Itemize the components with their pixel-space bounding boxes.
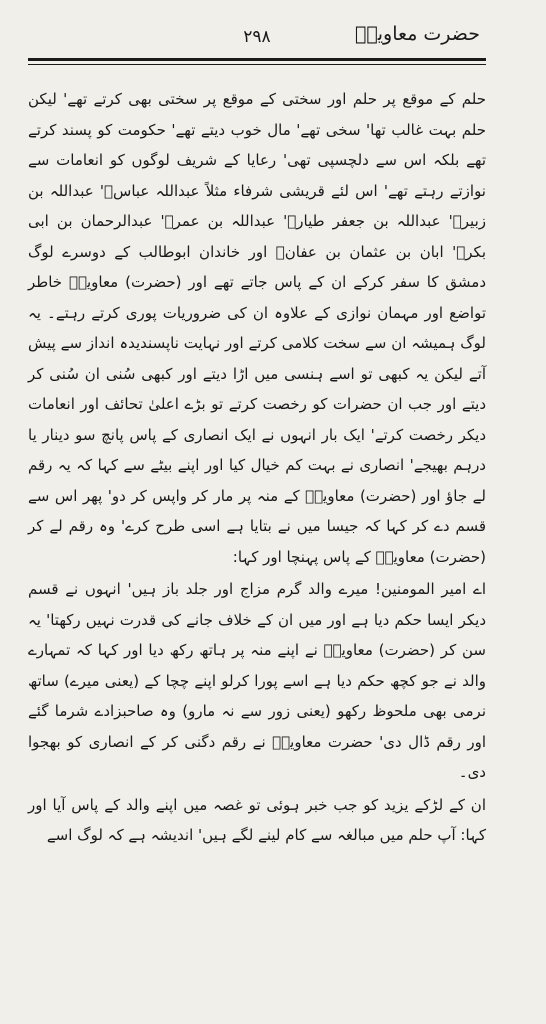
header-rule-thin (28, 64, 486, 65)
page-header (28, 0, 486, 62)
running-title: حضرت معاویہؓ (354, 23, 480, 45)
body-text (28, 84, 486, 851)
paragraph: اے امیر المومنین! میرے والد گرم مزاج اور جلد باز ہیں' انہوں نے قسم دیکر ایسا حکم دیا ہے اور میں ان کے خلاف جانے کی قدرت نہیں رکھتا' یہ سن کر (حضرت) معاویہؓ نے اپنے منہ پر ہاتھ رکھ دیا اور کہا کہ تمہارے والد نے جو کچھ حکم دیا ہے اسے پورا کرلو اپنے چچا کے (یعنی میرے) ساتھ نرمی بھی ملحوظ رکھو (یعنی زور سے نہ مارو) وہ صاحبزادے شرما گئے اور رقم ڈال دی' حضرت معاویہؓ نے رقم دگنی کر کے انصاری کو بھجوا دی۔ (28, 580, 486, 781)
page-number: ۲۹۸ (243, 27, 271, 47)
header-rule-thick (28, 58, 486, 61)
paragraph: حلم کے موقع پر حلم اور سختی کے موقع پر سختی بھی کرتے تھے' لیکن حلم بہت غالب تھا' سخی تھے' مال خوب دیتے تھے' حکومت کو پسند کرتے تھے بلکہ اس سے دلچسپی تھی' رعایا کے شریف لوگوں کو انعامات سے نوازتے رہتے تھے' اس لئے قریشی شرفاء مثلاً عبداللہ عباسؓ' عبداللہ بن زبیرؓ' عبداللہ بن جعفر طیارؓ' عبداللہ بن عمرؓ' عبدالرحمان بن ابی بکرؓ' ابان بن عثمان بن عفانؓ اور خاندان ابوطالب کے دوسرے لوگ دمشق کا سفر کرکے ان کے پاس جاتے تھے اور (حضرت) معاویہؓ خاطر تواضع اور مہمان نوازی کے علاوہ ان کی ضروریات پوری کرتے رہتے۔ یہ لوگ ہمیشہ ان سے سخت کلامی کرتے اور نہایت ناپسندیدہ انداز سے پیش آتے لیکن یہ کبھی تو اسے ہنسی میں اڑا دیتے اور کبھی سُنی ان سُنی کر دیتے اور جب ان حضرات کو رخصت کرتے تو بڑے اعلیٰ تحائف اور انعامات دیکر رخصت کرتے' ایک بار انہوں نے ایک انصاری کے پاس پانچ سو دینار یا درہم بھیجے' انصاری نے بہت کم خیال کیا اور اپنے بیٹے سے کہا کہ یہ رقم لے جاؤ اور (حضرت) معاویہؓ کے منہ پر مار کر واپس کر دو' پھر اس سے قسم دے کر کہا کہ جیسا میں نے بتایا ہے اسی طرح کرے' وہ رقم لے کر (حضرت) معاویہؓ کے پاس پہنچا اور کہا: (28, 90, 486, 566)
paragraph: ان کے لڑکے یزید کو جب خبر ہوئی تو غصہ میں اپنے والد کے پاس آیا اور کہا: آپ حلم میں مبالغہ سے کام لینے لگے ہیں' اندیشہ ہے کہ لوگ اسے (28, 795, 486, 844)
